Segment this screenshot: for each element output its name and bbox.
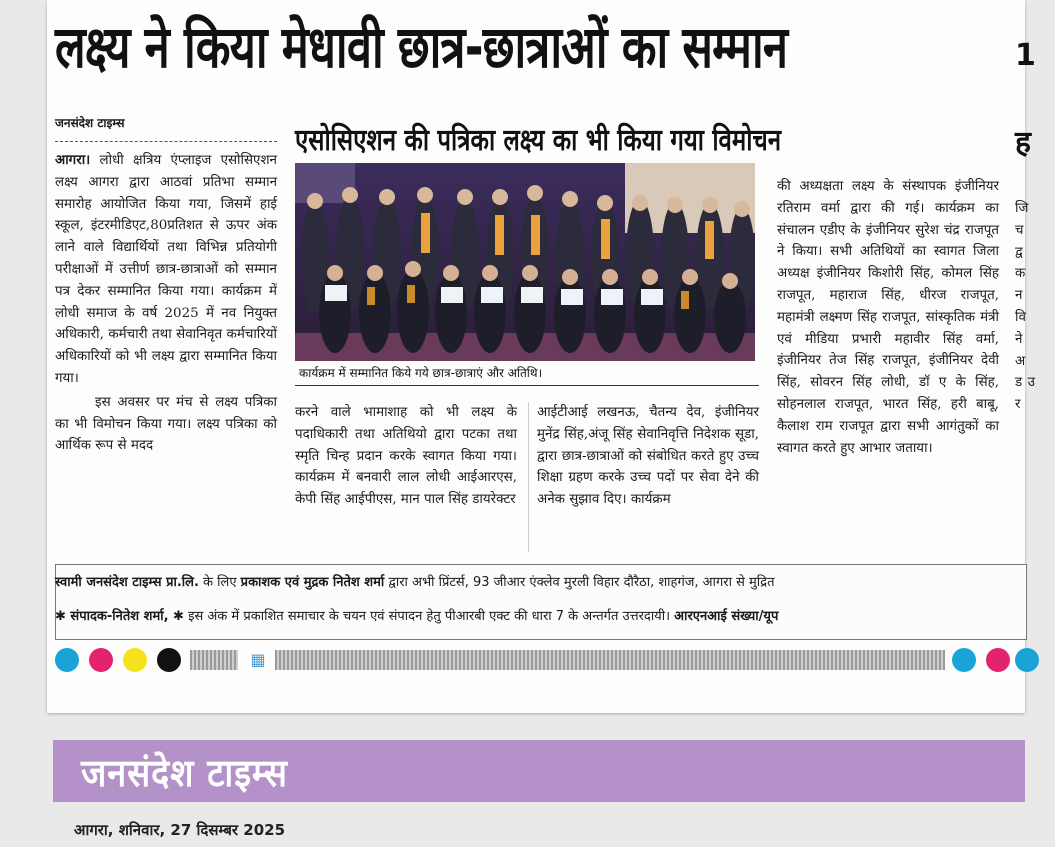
imprint-line-2 bbox=[55, 606, 1055, 624]
newspaper-page bbox=[47, 0, 1036, 713]
registration-marks bbox=[55, 648, 1055, 676]
imprint-text-2: द्वारा अभी प्रिंटर्स, 93 जीआर एंक्लेव मुरली विहार दौरैठा, शाहगंज, आगरा से मुद्रित bbox=[384, 575, 775, 590]
imprint-publisher: प्रकाशक एवं मुद्रक नितेश शर्मा bbox=[240, 575, 385, 590]
article-column-3: आईटीआई लखनऊ, चैतन्य देव, इंजीनियर मुनेंद्र सिंह,अंजू सिंह सेवानिवृत्ति निदेशक सूडा, द्वारा छात्र-छात्राओं को संबोधित करते हुए उच्च शिक्षा ग्रहण करके उच्च पदों पर सेवा देने की अनेक सुझाव दिए। कार्यक्रम bbox=[537, 405, 759, 508]
event-photo-graphic bbox=[295, 163, 755, 361]
registration-dot-magenta-right bbox=[986, 648, 1010, 672]
article-column-4: की अध्यक्षता लक्ष्य के संस्थापक इंजीनियर रतिराम वर्मा द्वारा की गई। कार्यक्रम का संचालन एडीए के इंजीनियर सुरेश चंद्र राजपूत ने किया। सभी अतिथियों का स्वागत जिला अध्यक्ष इंजीनियर किशोरी सिंह, कोमल सिंह राजपूत, महाराज सिंह, धीरज राजपूत, महामंत्री लक्ष्मण सिंह राजपूत, सांस्कृतिक मंत्री एवं मीडिया प्रभारी महावीर सिंह वर्मा, इंजीनियर तेज सिंह राजपूत, इंजीनियर देवी सिंह, सोवरन सिंह लोधी, डॉ ए के सिंह, सोहनलाल राजपूत, भारत सिंह, हरी बाबू, कैलाश राम राजपूत द्वारा सभी आगंतुकों का स्वागत करते हुए आभार जताया। bbox=[777, 179, 999, 456]
registration-dot-yellow-right bbox=[1015, 648, 1039, 672]
article-column-5-fragment: जि च द्व क न वि ने अ ड उ र bbox=[1015, 201, 1035, 413]
dateline-lead: आगरा। bbox=[55, 152, 91, 168]
next-page-masthead-band bbox=[53, 740, 1025, 802]
registration-greybar-long bbox=[275, 650, 945, 670]
imprint-text-3: इस अंक में प्रकाशित समाचार के चयन एवं संपादन हेतु पीआरबी एक्ट की धारा 7 के अन्तर्गत उत्तरदायी। bbox=[183, 609, 675, 624]
photo-caption: कार्यक्रम में सम्मानित किये गये छात्र-छात्राएं और अतिथि। bbox=[295, 362, 759, 386]
byline: जनसंदेश टाइम्स bbox=[55, 114, 277, 142]
registration-dot-cyan bbox=[55, 648, 79, 672]
edge-glyph-2: ह bbox=[1015, 125, 1031, 160]
masthead: जनसंदेश टाइम्स bbox=[81, 751, 288, 795]
imprint-editor: ✱ संपादक-नितेश शर्मा, ✱ bbox=[55, 609, 184, 624]
event-photo bbox=[295, 163, 755, 361]
edge-glyph-1: 1 bbox=[1015, 38, 1036, 73]
article-column-2: करने वाले भामाशाह को भी लक्ष्य के पदाधिकारी तथा अतिथियो द्वारा पटका तथा स्मृति चिन्ह प्रदान करके स्वागत किया गया। कार्यक्रम में बनवारी लाल लोधी आईआरएस, केपी सिंह आईपीएस, मान पाल सिंह डायरेक्टर bbox=[295, 405, 517, 508]
article-column-1 bbox=[55, 150, 277, 457]
issue-dateline: आगरा, शनिवार, 27 दिसम्बर 2025 bbox=[74, 821, 286, 839]
registration-dot-black bbox=[157, 648, 181, 672]
column-divider bbox=[528, 402, 529, 552]
column1-paragraph-1: लोधी क्षत्रिय एंप्लाइज एसोसिएशन लक्ष्य आगरा द्वारा आठवां प्रतिभा सम्मान समारोह आयोजित किया गया, जिसमें हाई स्कूल, इंटरमीडिएट,80प्रतिशत से ऊपर अंक लाने वाले विद्यार्थियों तथा विभिन्न प्रतियोगी परीक्षाओं में उत्तीर्ण छात्र-छात्राओं को सम्मान पत्र देकर सम्मानित किया गया। कार्यक्रम में लोधी समाज के वर्ष 2025 में नव नियुक्त अधिकारी, कर्मचारी तथा सेवानिवृत कर्मचारियों अधिकारियों को भी लक्ष्य द्वारा सम्मानित किया गया। bbox=[55, 153, 277, 386]
subheadline: एसोसिएशन की पत्रिका लक्ष्य का भी किया गया विमोचन bbox=[295, 123, 782, 158]
registration-dot-yellow bbox=[123, 648, 147, 672]
registration-dot-magenta bbox=[89, 648, 113, 672]
imprint-rni: आरएनआई संख्या/यूप bbox=[674, 609, 779, 624]
qr-mark-icon: ▦ bbox=[250, 650, 266, 669]
headline: लक्ष्य ने किया मेधावी छात्र-छात्राओं का सम्मान bbox=[55, 13, 788, 81]
imprint-owner: स्वामी जनसंदेश टाइम्स प्रा.लि. bbox=[55, 575, 199, 590]
registration-greybar bbox=[190, 650, 238, 670]
registration-dot-cyan-right bbox=[952, 648, 976, 672]
imprint-text-1: के लिए bbox=[198, 575, 241, 590]
imprint-line-1 bbox=[55, 572, 1055, 590]
column1-paragraph-2: इस अवसर पर मंच से लक्ष्य पत्रिका का भी विमोचन किया गया। लक्ष्य पत्रिका को आर्थिक रूप से मदद bbox=[55, 394, 277, 454]
